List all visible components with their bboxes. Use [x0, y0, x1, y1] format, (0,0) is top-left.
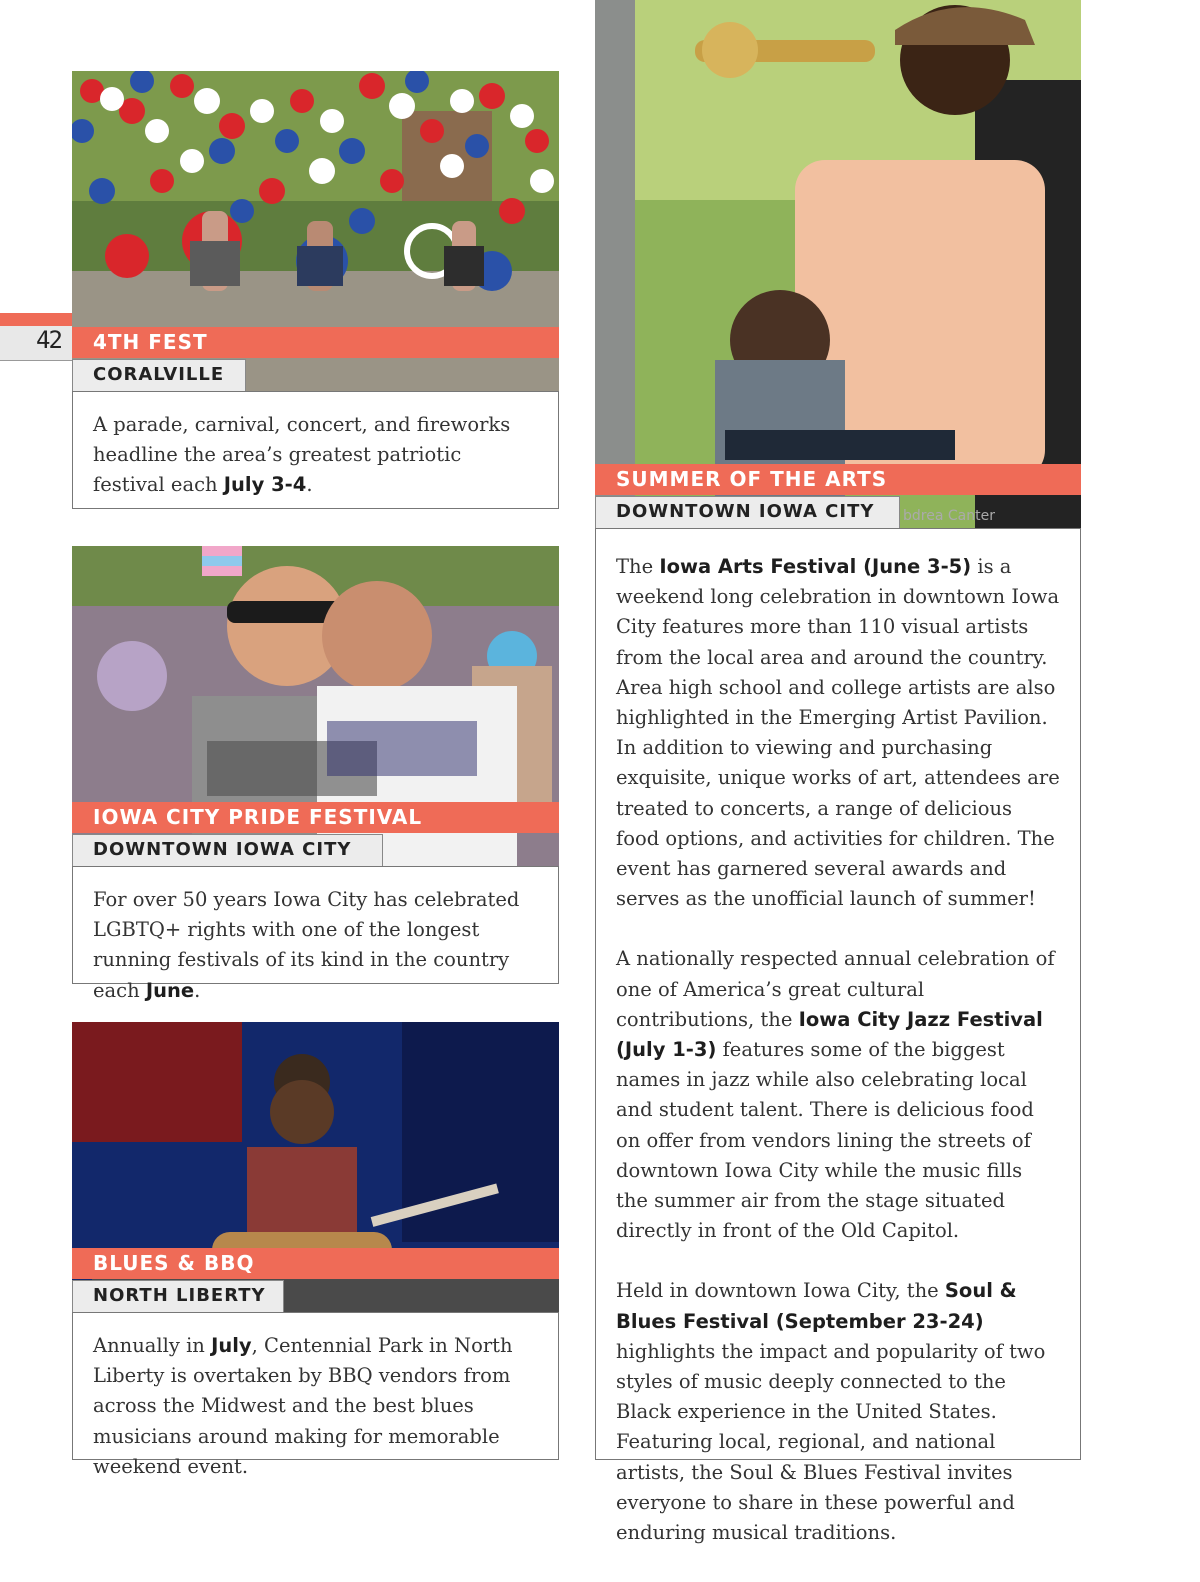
desc-text: Annually in [93, 1334, 212, 1357]
paragraph-jazz-festival [616, 944, 1060, 1246]
feature-location: DOWNTOWN IOWA CITY [595, 496, 900, 529]
card-location-downtown: DOWNTOWN IOWA CITY [72, 834, 383, 867]
feature-body [595, 528, 1081, 1545]
card-description-pride [72, 866, 559, 1002]
card-location-coralville: CORALVILLE [72, 359, 246, 392]
feature-title: SUMMER OF THE ARTS [595, 464, 1081, 495]
p3-text: Held in downtown Iowa City, the [616, 1279, 945, 1303]
card-description-blues-bbq [72, 1312, 559, 1478]
trumpet-player-photo [595, 0, 1081, 528]
desc-text: For over 50 years Iowa City has celebrated LGBTQ+ rights with one of the longest running festivals of its kind in the country each [93, 888, 520, 1002]
photo-credit: bdrea Canter [903, 508, 995, 524]
card-location-north-liberty: NORTH LIBERTY [72, 1280, 284, 1313]
desc-date: June [145, 978, 195, 1002]
trumpet-photo-illustration [595, 0, 1081, 528]
p1-text: The [616, 555, 660, 578]
card-description-4th-fest [72, 391, 559, 509]
desc-punct: . [194, 978, 201, 1002]
p3-rest: highlights the impact and popularity of two styles of music deeply connected to the Black experience in the United States. Featuring local, regional, and national artists, the Soul & Blues Festival invites everyone to share in these powerful and enduring musical traditions. [616, 1339, 1046, 1545]
paragraph-soul-blues-festival [616, 1276, 1060, 1548]
desc-punct: . [306, 473, 313, 497]
desc-text: A parade, carnival, concert, and fireworks headline the area’s greatest patriotic festival each [93, 413, 511, 497]
p2-rest: features some of the biggest names in jazz while also celebrating local and student talent. There is delicious food on offer from vendors lining the streets of downtown Iowa City while the music fills the summer air from the stage situated directly in front of the Old Capitol. [616, 1038, 1034, 1243]
card-title-blues-bbq: BLUES & BBQ [72, 1248, 559, 1279]
card-title-pride: IOWA CITY PRIDE FESTIVAL [72, 802, 559, 833]
desc-date: July [211, 1334, 252, 1357]
p2-text: A nationally respected annual celebration of one of America’s great cultural contributions, the [616, 947, 1055, 1031]
page-number: 42 [36, 326, 61, 354]
paragraph-arts-festival [616, 552, 1060, 914]
desc-rest: , Centennial Park in North Liberty is overtaken by BBQ vendors from across the Midwest and the best blues musicians around making for memorable weekend event. [93, 1334, 513, 1478]
desc-date: July 3-4 [223, 473, 307, 497]
page-tab-accent [0, 313, 72, 326]
p1-event: Iowa Arts Festival (June 3-5) [659, 555, 972, 578]
p1-rest: is a weekend long celebration in downtown Iowa City features more than 110 visual artists from the local area and around the country. Area high school and college artists are also highlighted in the Emerging Artist Pavilion. In addition to viewing and purchasing exquisite, unique works of art, attendees are treated to concerts, a range of delicious food options, and activities for children. The event has garnered several awards and serves as the unofficial launch of summer! [616, 555, 1060, 911]
p2-event: Iowa City Jazz Festival (July 1-3) [616, 1007, 1043, 1062]
p3-event: Soul & Blues Festival (September 23-24) [616, 1279, 1017, 1333]
card-title-4th-fest: 4TH FEST [72, 327, 559, 358]
